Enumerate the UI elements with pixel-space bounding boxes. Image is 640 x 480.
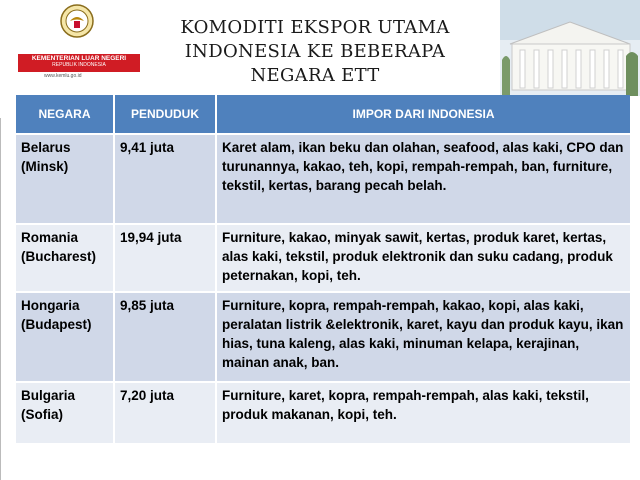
table-row	[16, 382, 630, 443]
table-row	[16, 292, 630, 382]
title-line: KOMODITI EKSPOR UTAMA	[180, 17, 450, 38]
population-cell: 19,94 juta	[114, 224, 216, 292]
country-cell	[16, 292, 114, 382]
population-cell: 7,20 juta	[114, 382, 216, 443]
ministry-website: www.kemlu.go.id	[44, 73, 82, 79]
country-capital: (Bucharest)	[21, 249, 97, 264]
commodity-table	[16, 95, 630, 443]
table-row	[16, 134, 630, 224]
ministry-name-line2: REPUBLIK INDONESIA	[52, 62, 106, 68]
ministry-building-image	[500, 0, 640, 96]
country-name: Romania	[21, 230, 79, 245]
table-row	[16, 224, 630, 292]
slide-header	[0, 0, 640, 96]
left-border-line	[0, 118, 1, 480]
country-name: Bulgaria	[21, 388, 76, 403]
garuda-seal-icon	[60, 4, 94, 38]
country-cell	[16, 224, 114, 292]
country-capital: (Sofia)	[21, 407, 63, 422]
slide-title	[150, 16, 480, 88]
ministry-name-line1: KEMENTERIAN LUAR NEGERI	[31, 55, 127, 62]
ministry-logo	[14, 4, 144, 79]
export-table	[16, 95, 630, 442]
title-line: NEGARA ETT	[250, 65, 380, 86]
imports-cell: Karet alam, ikan beku dan olahan, seafood, alas kaki, CPO dan turunannya, kakao, teh, kopi, rempah-rempah, ban, furniture, tekstil, kertas, barang pecah belah.	[216, 134, 630, 224]
imports-cell: Furniture, kopra, rempah-rempah, kakao, kopi, alas kaki, peralatan listrik &elektronik, karet, kayu dan produk kayu, ikan hias, tuna kaleng, alas kaki, minuman kelapa, kerajinan, mainan anak, ban.	[216, 292, 630, 382]
column-header-imports: IMPOR DARI INDONESIA	[216, 95, 630, 134]
country-capital: (Budapest)	[21, 317, 92, 332]
country-name: Hongaria	[21, 298, 80, 313]
column-header-country: NEGARA	[16, 95, 114, 134]
country-name: Belarus	[21, 140, 71, 155]
column-header-population: PENDUDUK	[114, 95, 216, 134]
country-cell	[16, 134, 114, 224]
ministry-name-strip	[18, 54, 140, 72]
table-header-row	[16, 95, 630, 134]
population-cell: 9,85 juta	[114, 292, 216, 382]
country-cell	[16, 382, 114, 443]
imports-cell: Furniture, kakao, minyak sawit, kertas, produk karet, kertas, alas kaki, tekstil, produk elektronik dan suku cadang, produk peternakan, kopi, teh.	[216, 224, 630, 292]
title-line: INDONESIA KE BEBERAPA	[184, 41, 446, 62]
country-capital: (Minsk)	[21, 159, 69, 174]
imports-cell: Furniture, karet, kopra, rempah-rempah, alas kaki, tekstil, produk makanan, kopi, teh.	[216, 382, 630, 443]
population-cell: 9,41 juta	[114, 134, 216, 224]
